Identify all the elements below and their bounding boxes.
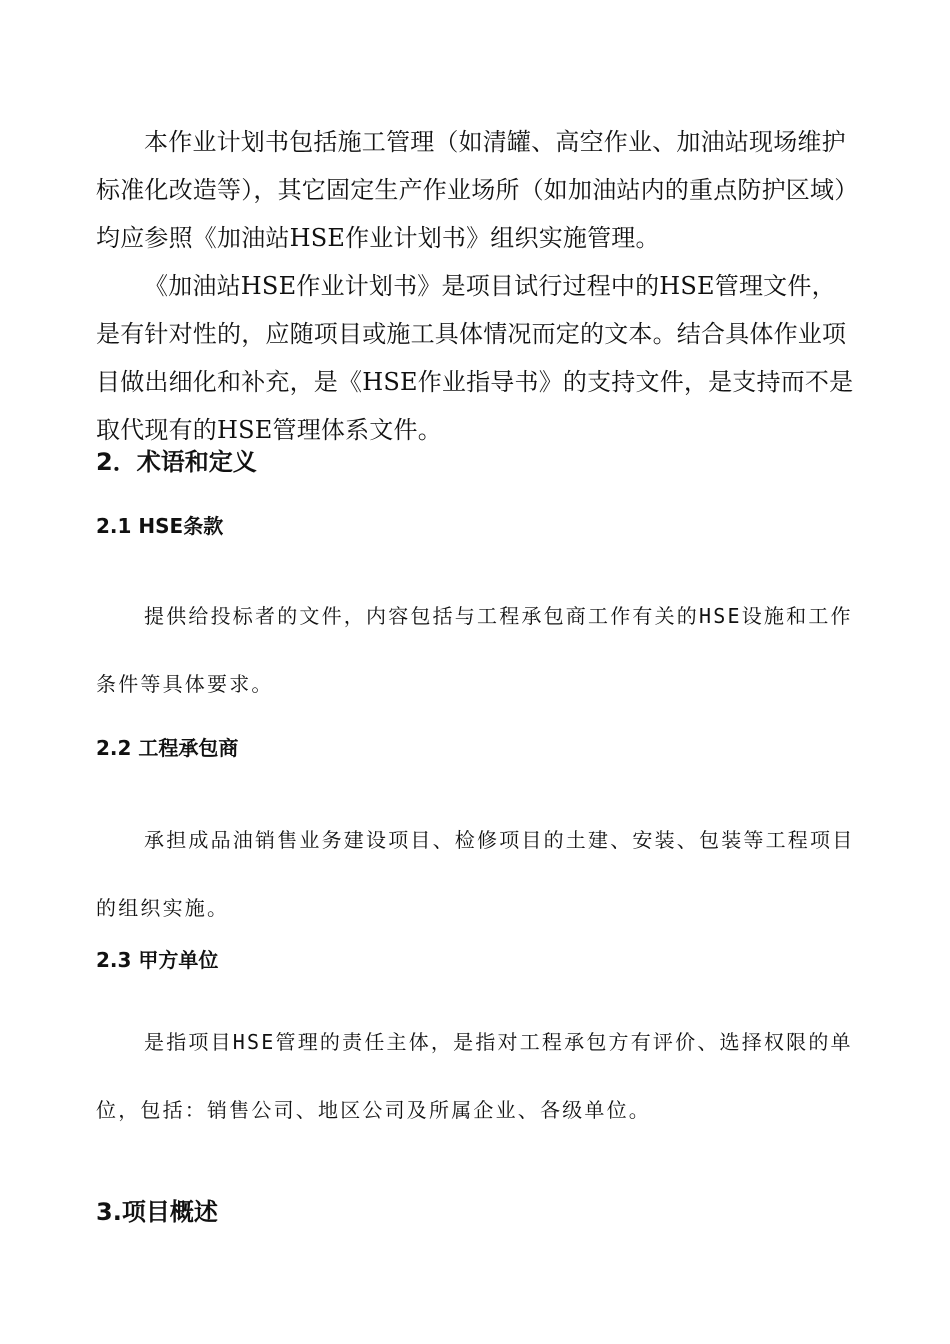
intro-paragraph-2: 《加油站HSE作业计划书》是项目试行过程中的HSE管理文件，是有针对性的，应随项目或施工具体情况而定的文本。结合具体作业项目做出细化和补充，是《HSE作业指导书》的支持文件，是支持而不是取代现有的HSE管理体系文件。 <box>96 272 854 444</box>
section-3-heading: 3.项目概述 <box>96 1198 218 1226</box>
section-2-2-heading: 2.2 工程承包商 <box>96 736 239 760</box>
section-2-1-heading: 2.1 HSE条款 <box>96 514 224 538</box>
section-2-3-text: 是指项目HSE管理的责任主体，是指对工程承包方有评价、选择权限的单位，包括：销售公司、地区公司及所属企业、各级单位。 <box>96 1030 853 1122</box>
section-2-1-text: 提供给投标者的文件，内容包括与工程承包商工作有关的HSE设施和工作条件等具体要求。 <box>96 604 853 696</box>
intro-paragraph-1: 本作业计划书包括施工管理（如清罐、高空作业、加油站现场维护标准化改造等），其它固定生产作业场所（如加油站内的重点防护区域）均应参照《加油站HSE作业计划书》组织实施管理。 <box>96 128 847 252</box>
section-2-heading: 2．术语和定义 <box>96 448 257 476</box>
section-2-3-heading: 2.3 甲方单位 <box>96 948 219 972</box>
section-2-2-text: 承担成品油销售业务建设项目、检修项目的土建、安装、包装等工程项目的组织实施。 <box>96 828 855 920</box>
